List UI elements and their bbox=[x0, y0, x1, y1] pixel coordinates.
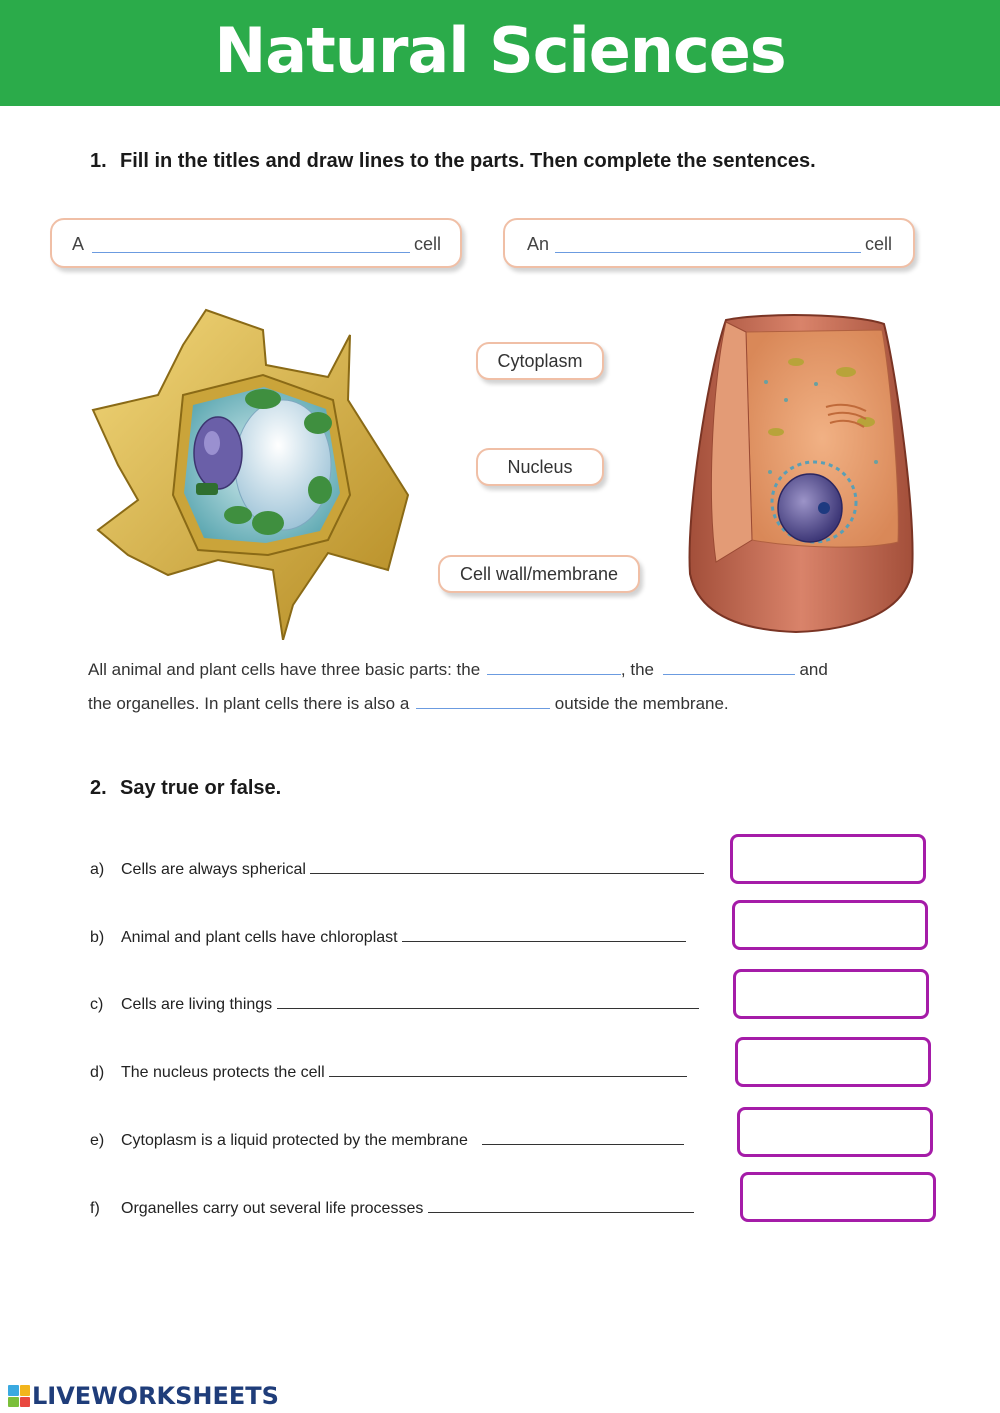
label-cell-wall-membrane[interactable]: Cell wall/membrane bbox=[438, 555, 640, 593]
tf-answer-box-e[interactable] bbox=[737, 1107, 933, 1157]
sentence-part: , the bbox=[620, 660, 654, 679]
tf-item-c bbox=[90, 996, 699, 1014]
tf-statement: Cells are always spherical bbox=[121, 861, 306, 878]
question-1-title bbox=[90, 150, 816, 173]
sentence-part: and bbox=[799, 660, 828, 679]
tf-item-a bbox=[90, 861, 704, 879]
tf-letter: a) bbox=[90, 861, 105, 878]
tf-statement: Cytoplasm is a liquid protected by the membrane bbox=[121, 1132, 468, 1149]
label-nucleus[interactable]: Nucleus bbox=[476, 448, 604, 486]
tf-letter: c) bbox=[90, 996, 104, 1013]
question-1-text: Fill in the titles and draw lines to the parts. Then complete the sentences. bbox=[120, 150, 816, 172]
plant-cell-illustration bbox=[88, 305, 418, 640]
tf-item-f bbox=[90, 1200, 694, 1218]
sentence-blank-3[interactable] bbox=[416, 695, 550, 709]
question-1-number: 1. bbox=[90, 150, 107, 172]
sentence-part: All animal and plant cells have three basic parts: the bbox=[88, 660, 481, 679]
footer-brand: LIVEWORKSHEETS bbox=[32, 1382, 279, 1410]
tf-answer-box-a[interactable] bbox=[730, 834, 926, 884]
tf-letter: d) bbox=[90, 1064, 105, 1081]
tf-letter: e) bbox=[90, 1132, 105, 1149]
title-box-suffix: cell bbox=[865, 234, 893, 254]
sentence-part: the organelles. In plant cells there is also a bbox=[88, 694, 410, 713]
tf-answer-box-b[interactable] bbox=[732, 900, 928, 950]
tf-underline bbox=[402, 930, 686, 942]
logo-blocks-icon bbox=[8, 1385, 30, 1407]
animal-cell-illustration bbox=[686, 312, 920, 634]
tf-underline bbox=[310, 862, 704, 874]
tf-statement: Organelles carry out several life processes bbox=[121, 1200, 424, 1217]
tf-item-d bbox=[90, 1064, 687, 1082]
title-box-prefix: A bbox=[72, 234, 85, 254]
tf-item-e bbox=[90, 1132, 684, 1150]
question-2-text: Say true or false. bbox=[120, 777, 282, 799]
page-title: Natural Sciences bbox=[214, 14, 786, 87]
tf-underline bbox=[277, 997, 699, 1009]
title-box-suffix: cell bbox=[414, 234, 442, 254]
sentence-line-1 bbox=[88, 660, 828, 680]
liveworksheets-logo bbox=[8, 1383, 279, 1409]
sentence-blank-2[interactable] bbox=[663, 661, 795, 675]
sentence-blank-1[interactable] bbox=[487, 661, 621, 675]
title-answer-line[interactable] bbox=[92, 252, 410, 253]
tf-answer-box-d[interactable] bbox=[735, 1037, 931, 1087]
title-box-animal[interactable] bbox=[503, 218, 915, 268]
question-2-number: 2. bbox=[90, 777, 107, 799]
sentence-line-2 bbox=[88, 694, 729, 714]
label-cytoplasm[interactable]: Cytoplasm bbox=[476, 342, 604, 380]
tf-underline bbox=[329, 1065, 687, 1077]
sentence-part: outside the membrane. bbox=[554, 694, 729, 713]
tf-answer-box-f[interactable] bbox=[740, 1172, 936, 1222]
tf-answer-box-c[interactable] bbox=[733, 969, 929, 1019]
tf-statement: Animal and plant cells have chloroplast bbox=[121, 929, 398, 946]
tf-underline bbox=[482, 1133, 684, 1145]
title-answer-line[interactable] bbox=[555, 252, 861, 253]
tf-underline bbox=[428, 1201, 694, 1213]
header-banner bbox=[0, 0, 1000, 106]
tf-statement: Cells are living things bbox=[121, 996, 273, 1013]
tf-statement: The nucleus protects the cell bbox=[121, 1064, 325, 1081]
title-box-prefix: An bbox=[527, 234, 550, 254]
question-2-title bbox=[90, 777, 281, 800]
tf-letter: b) bbox=[90, 929, 105, 946]
tf-letter: f) bbox=[90, 1200, 100, 1217]
title-box-plant[interactable] bbox=[50, 218, 462, 268]
tf-item-b bbox=[90, 929, 686, 947]
